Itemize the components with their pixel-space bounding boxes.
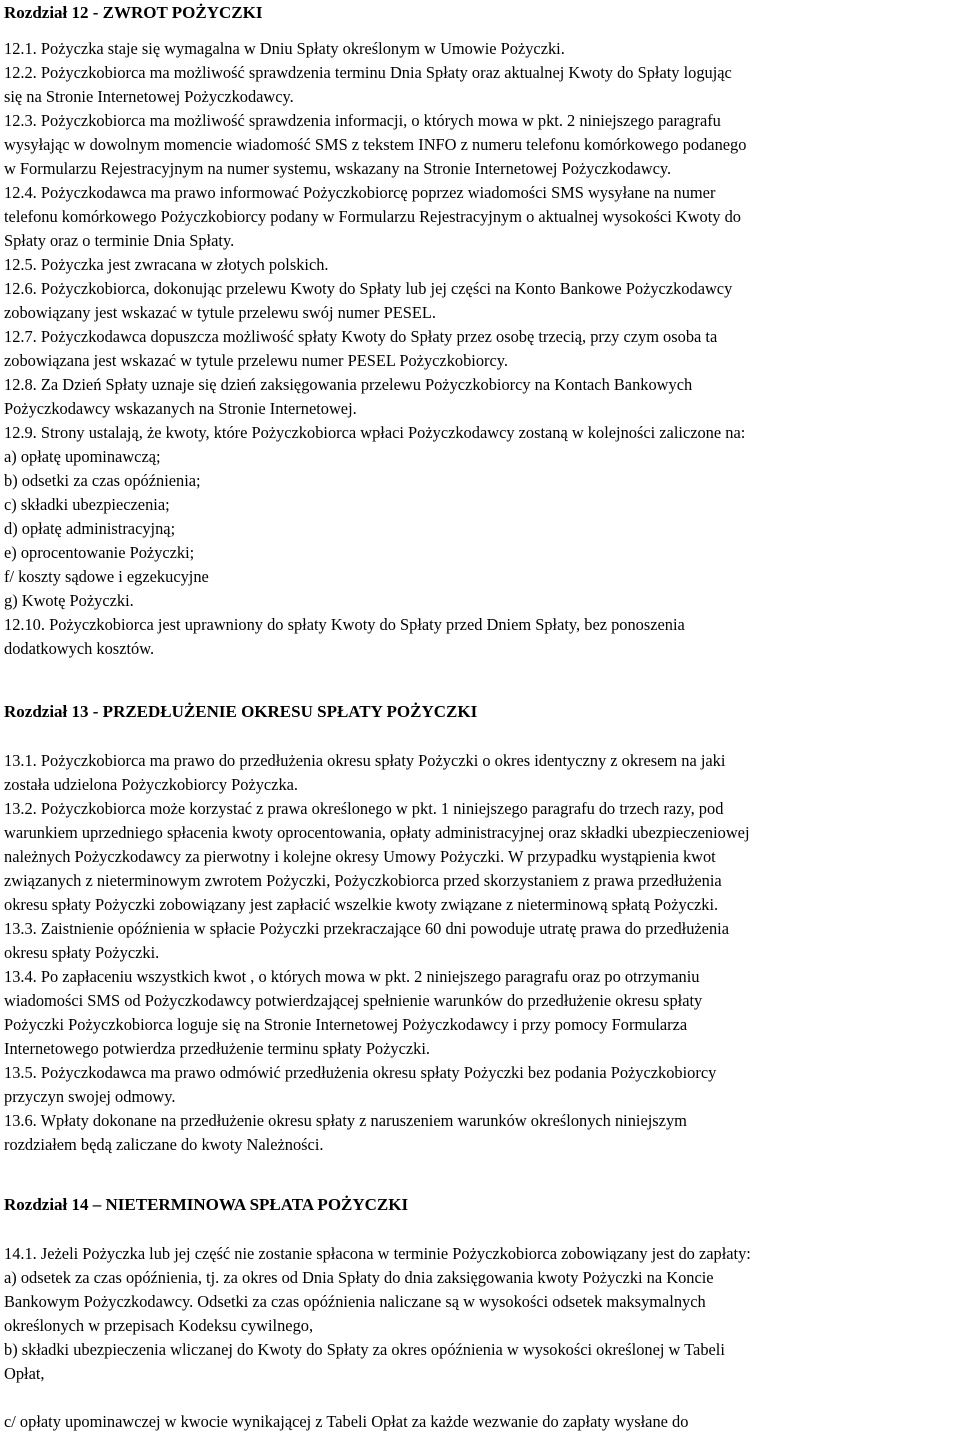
text-line: 12.3. Pożyczkobiorca ma możliwość sprawdzenia informacji, o których mowa w pkt. 2 niniejszego paragrafu <box>4 111 721 130</box>
text-line: Internetowego potwierdza przedłużenie terminu spłaty Pożyczki. <box>4 1039 430 1058</box>
text-line: 13.1. Pożyczkobiorca ma prawo do przedłużenia okresu spłaty Pożyczki o okres identyczny z okresem na jaki <box>4 751 726 770</box>
text-line: związanych z nieterminowym zwrotem Pożyczki, Pożyczkobiorca przed skorzystaniem z prawa przedłużenia <box>4 871 722 890</box>
section-14 <box>4 1193 408 1217</box>
list-item: g) Kwotę Pożyczki. <box>4 591 134 610</box>
text-line: b) składki ubezpieczenia wliczanej do Kwoty do Spłaty za okres opóźnienia w wysokości określonej w Tabeli <box>4 1340 725 1359</box>
list-item: e) oprocentowanie Pożyczki; <box>4 543 195 562</box>
text-line: 12.1. Pożyczka staje się wymagalna w Dniu Spłaty określonym w Umowie Pożyczki. <box>4 39 565 58</box>
text-line <box>4 1386 751 1410</box>
section-12-body <box>4 37 746 661</box>
text-line: Pożyczki Pożyczkobiorca loguje się na Stronie Internetowej Pożyczkodawcy i przy pomocy Formularza <box>4 1015 688 1034</box>
text-line: została udzielona Pożyczkobiorcy Pożyczka. <box>4 775 299 794</box>
section-title: Rozdział 14 – NIETERMINOWA SPŁATA POŻYCZKI <box>4 1195 409 1214</box>
text-line: należnych Pożyczkodawcy za pierwotny i kolejne okresy Umowy Pożyczki. W przypadku wystąpienia kwot <box>4 847 716 866</box>
text-line: 12.4. Pożyczkodawca ma prawo informować Pożyczkobiorcę poprzez wiadomości SMS wysyłane na numer <box>4 183 716 202</box>
text-line: 12.7. Pożyczkodawca dopuszcza możliwość spłaty Kwoty do Spłaty przez osobę trzecią, przy czym osoba ta <box>4 327 718 346</box>
text-line: 13.2. Pożyczkobiorca może korzystać z prawa określonego w pkt. 1 niniejszego paragrafu do trzech razy, pod <box>4 799 724 818</box>
text-line: wysyłając w dowolnym momencie wiadomość SMS z tekstem INFO z numeru telefonu komórkowego podanego <box>4 135 747 154</box>
text-line: dodatkowych kosztów. <box>4 639 155 658</box>
text-line: 13.5. Pożyczkodawca ma prawo odmówić przedłużenia okresu spłaty Pożyczki bez podania Pożyczkobiorcy <box>4 1063 717 1082</box>
text-line: 13.3. Zaistnienie opóźnienia w spłacie Pożyczki przekraczające 60 dni powoduje utratę prawa do przedłużenia <box>4 919 729 938</box>
section-14-body <box>4 1242 751 1434</box>
text-line: 12.9. Strony ustalają, że kwoty, które Pożyczkobiorca wpłaci Pożyczkodawcy zostaną w kolejności zaliczone na: <box>4 423 746 442</box>
text-line: zobowiązany jest wskazać w tytule przelewu swój numer PESEL. <box>4 303 436 322</box>
list-item: c) składki ubezpieczenia; <box>4 495 170 514</box>
section-12 <box>4 1 262 25</box>
text-line: c/ opłaty upominawczej w kwocie wynikającej z Tabeli Opłat za każde wezwanie do zapłaty wysłane do <box>4 1412 689 1431</box>
text-line: okresu spłaty Pożyczki. <box>4 943 160 962</box>
text-line: 13.6. Wpłaty dokonane na przedłużenie okresu spłaty z naruszeniem warunków określonych niniejszym <box>4 1111 687 1130</box>
text-line: się na Stronie Internetowej Pożyczkodawcy. <box>4 87 294 106</box>
text-line: wiadomości SMS od Pożyczkodawcy potwierdzającej spełnienie warunków do przedłużenie okresu spłaty <box>4 991 703 1010</box>
section-13-body <box>4 749 750 1157</box>
text-line: Pożyczkodawcy wskazanych na Stronie Internetowej. <box>4 399 357 418</box>
text-line: w Formularzu Rejestracyjnym na numer systemu, wskazany na Stronie Internetowej Pożyczkodawcy. <box>4 159 672 178</box>
text-line: zobowiązana jest wskazać w tytule przelewu numer PESEL Pożyczkobiorcy. <box>4 351 508 370</box>
text-line: 13.4. Po zapłaceniu wszystkich kwot , o których mowa w pkt. 2 niniejszego paragrafu oraz po otrzymaniu <box>4 967 700 986</box>
text-line: 14.1. Jeżeli Pożyczka lub jej część nie zostanie spłacona w terminie Pożyczkobiorca zobowiązany jest do zapłaty: <box>4 1244 751 1263</box>
section-title: Rozdział 12 - ZWROT POŻYCZKI <box>4 3 263 22</box>
text-line: przyczyn swojej odmowy. <box>4 1087 176 1106</box>
text-line: telefonu komórkowego Pożyczkobiorcy podany w Formularzu Rejestracyjnym o aktualnej wysokości Kwoty do <box>4 207 741 226</box>
text-line: określonych w przepisach Kodeksu cywilnego, <box>4 1316 314 1335</box>
text-line: okresu spłaty Pożyczki zobowiązany jest zapłacić wszelkie kwoty związane z nieterminową spłatą Pożyczki. <box>4 895 719 914</box>
section-title: Rozdział 13 - PRZEDŁUŻENIE OKRESU SPŁATY POŻYCZKI <box>4 702 478 721</box>
list-item: a) opłatę upominawczą; <box>4 447 161 466</box>
text-line: 12.2. Pożyczkobiorca ma możliwość sprawdzenia terminu Dnia Spłaty oraz aktualnej Kwoty do Spłaty logując <box>4 63 732 82</box>
section-13 <box>4 700 477 724</box>
text-line: a) odsetek za czas opóźnienia, tj. za okres od Dnia Spłaty do dnia zaksięgowania kwoty Pożyczki na Koncie <box>4 1268 714 1287</box>
text-line: 12.5. Pożyczka jest zwracana w złotych polskich. <box>4 255 329 274</box>
text-line: Opłat, <box>4 1364 45 1383</box>
text-line: Spłaty oraz o terminie Dnia Spłaty. <box>4 231 235 250</box>
text-line: warunkiem uprzedniego spłacenia kwoty oprocentowania, opłaty administracyjnej oraz składki ubezpieczeniowej <box>4 823 750 842</box>
list-item: b) odsetki za czas opóźnienia; <box>4 471 201 490</box>
list-item: d) opłatę administracyjną; <box>4 519 176 538</box>
text-line: 12.10. Pożyczkobiorca jest uprawniony do spłaty Kwoty do Spłaty przed Dniem Spłaty, bez ponoszenia <box>4 615 685 634</box>
text-line: Bankowym Pożyczkodawcy. Odsetki za czas opóźnienia naliczane są w wysokości odsetek maksymalnych <box>4 1292 706 1311</box>
text-line: rozdziałem będą zaliczane do kwoty Należności. <box>4 1135 324 1154</box>
text-line: 12.6. Pożyczkobiorca, dokonując przelewu Kwoty do Spłaty lub jej części na Konto Bankowe Pożyczkodawcy <box>4 279 733 298</box>
text-line: 12.8. Za Dzień Spłaty uznaje się dzień zaksięgowania przelewu Pożyczkobiorcy na Kontach Bankowych <box>4 375 693 394</box>
list-item: f/ koszty sądowe i egzekucyjne <box>4 567 209 586</box>
